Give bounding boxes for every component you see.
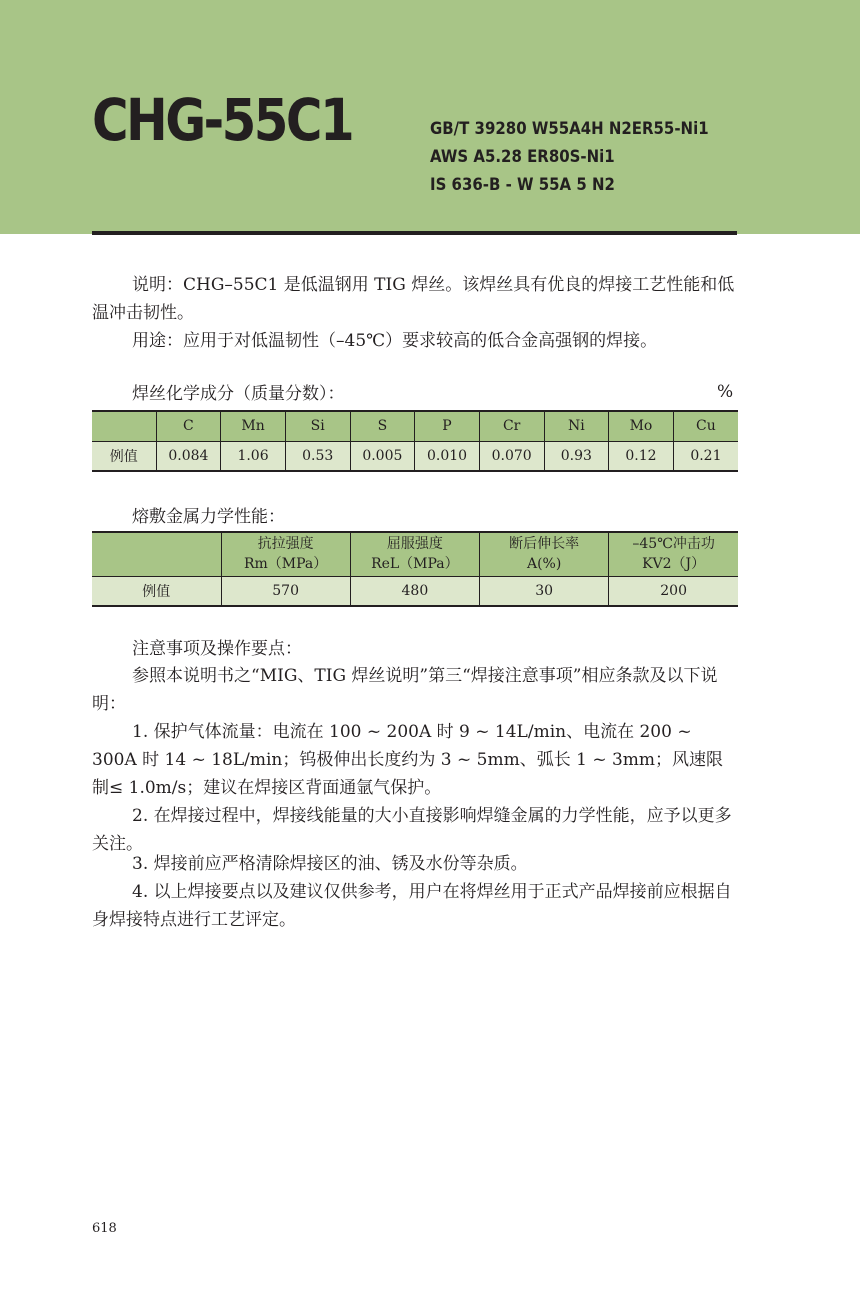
chem-unit: % [717, 382, 734, 402]
note-item-2: 2. 在焊接过程中，焊接线能量的大小直接影响焊缝金属的力学性能，应予以更多关注。 [92, 806, 732, 854]
usage-text: 应用于对低温韧性（–45℃）要求较高的低合金高强钢的焊接。 [183, 331, 658, 351]
chem-value-cell: 1.06 [221, 441, 286, 471]
header-rule [92, 231, 737, 235]
chem-value-cell: 0.93 [544, 441, 609, 471]
usage-label: 用途： [132, 331, 183, 351]
chem-title: 焊丝化学成分（质量分数）： [132, 384, 345, 404]
mech-header-tensile: 抗拉强度 Rm（MPa） [221, 532, 350, 576]
usage-paragraph [92, 327, 738, 355]
chem-header-cell: Cr [479, 411, 544, 441]
description-paragraph [92, 271, 738, 327]
note-item-1: 1. 保护气体流量：电流在 100 ~ 200A 时 9 ~ 14L/min、电流在 200 ~ 300A 时 14 ~ 18L/min；钨极伸出长度约为 3 ~ 5mm、弧长 1 ~ 3mm；风速限制≤ 1.0m/s；建议在焊接区背面通氩气保护。 [92, 722, 724, 798]
mech-value-cell: 200 [609, 576, 738, 606]
product-title: CHG-55C1 [92, 86, 353, 154]
standard-aws: AWS A5.28 ER80S-Ni1 [430, 147, 615, 167]
chem-header-cell: Cu [673, 411, 738, 441]
mech-table [92, 531, 738, 607]
mech-value-cell: 30 [480, 576, 609, 606]
chem-value-cell: 0.21 [673, 441, 738, 471]
mech-title: 熔敷金属力学性能： [132, 507, 285, 527]
notes-title: 注意事项及操作要点： [132, 639, 302, 659]
description-label: 说明： [132, 275, 183, 295]
chem-table [92, 410, 738, 472]
chem-header-cell: P [415, 411, 480, 441]
notes-intro: 参照本说明书之“MIG、TIG 焊丝说明”第三“焊接注意事项”相应条款及以下说明： [92, 666, 718, 714]
mech-value-cell: 例值 [92, 576, 221, 606]
standard-gbt: GB/T 39280 W55A4H N2ER55-Ni1 [430, 119, 709, 139]
mech-value-cell: 480 [350, 576, 479, 606]
chem-value-cell: 0.53 [285, 441, 350, 471]
mech-header-cell [92, 532, 221, 576]
chem-header-cell: Mo [609, 411, 674, 441]
mech-header-impact: –45℃冲击功 KV2（J） [609, 532, 738, 576]
chem-value-cell: 0.084 [156, 441, 221, 471]
chem-header-cell: Si [285, 411, 350, 441]
chem-value-cell: 例值 [92, 441, 156, 471]
header-band [0, 0, 860, 234]
standard-is: IS 636-B - W 55A 5 N2 [430, 175, 615, 195]
mech-value-row [92, 576, 738, 606]
chem-value-row [92, 441, 738, 471]
chem-value-cell: 0.070 [479, 441, 544, 471]
standards-list [430, 115, 709, 199]
description-text: CHG–55C1 是低温钢用 TIG 焊丝。该焊丝具有优良的焊接工艺性能和低温冲击韧性。 [92, 275, 735, 323]
chem-value-cell: 0.12 [609, 441, 674, 471]
note-item-4: 4. 以上焊接要点以及建议仅供参考，用户在将焊丝用于正式产品焊接前应根据自身焊接特点进行工艺评定。 [92, 882, 732, 930]
mech-header-elongation: 断后伸长率 A(%) [480, 532, 609, 576]
chem-header-cell [92, 411, 156, 441]
chem-value-cell: 0.005 [350, 441, 415, 471]
mech-header-yield: 屈服强度 ReL（MPa） [350, 532, 479, 576]
mech-value-cell: 570 [221, 576, 350, 606]
chem-header-cell: S [350, 411, 415, 441]
chem-header-cell: Ni [544, 411, 609, 441]
chem-header-cell: Mn [221, 411, 286, 441]
note-item-3: 3. 焊接前应严格清除焊接区的油、锈及水份等杂质。 [132, 854, 528, 874]
chem-header-cell: C [156, 411, 221, 441]
mech-header-row [92, 532, 738, 576]
page-number: 618 [92, 1221, 117, 1236]
chem-value-cell: 0.010 [415, 441, 480, 471]
chem-header-row [92, 411, 738, 441]
